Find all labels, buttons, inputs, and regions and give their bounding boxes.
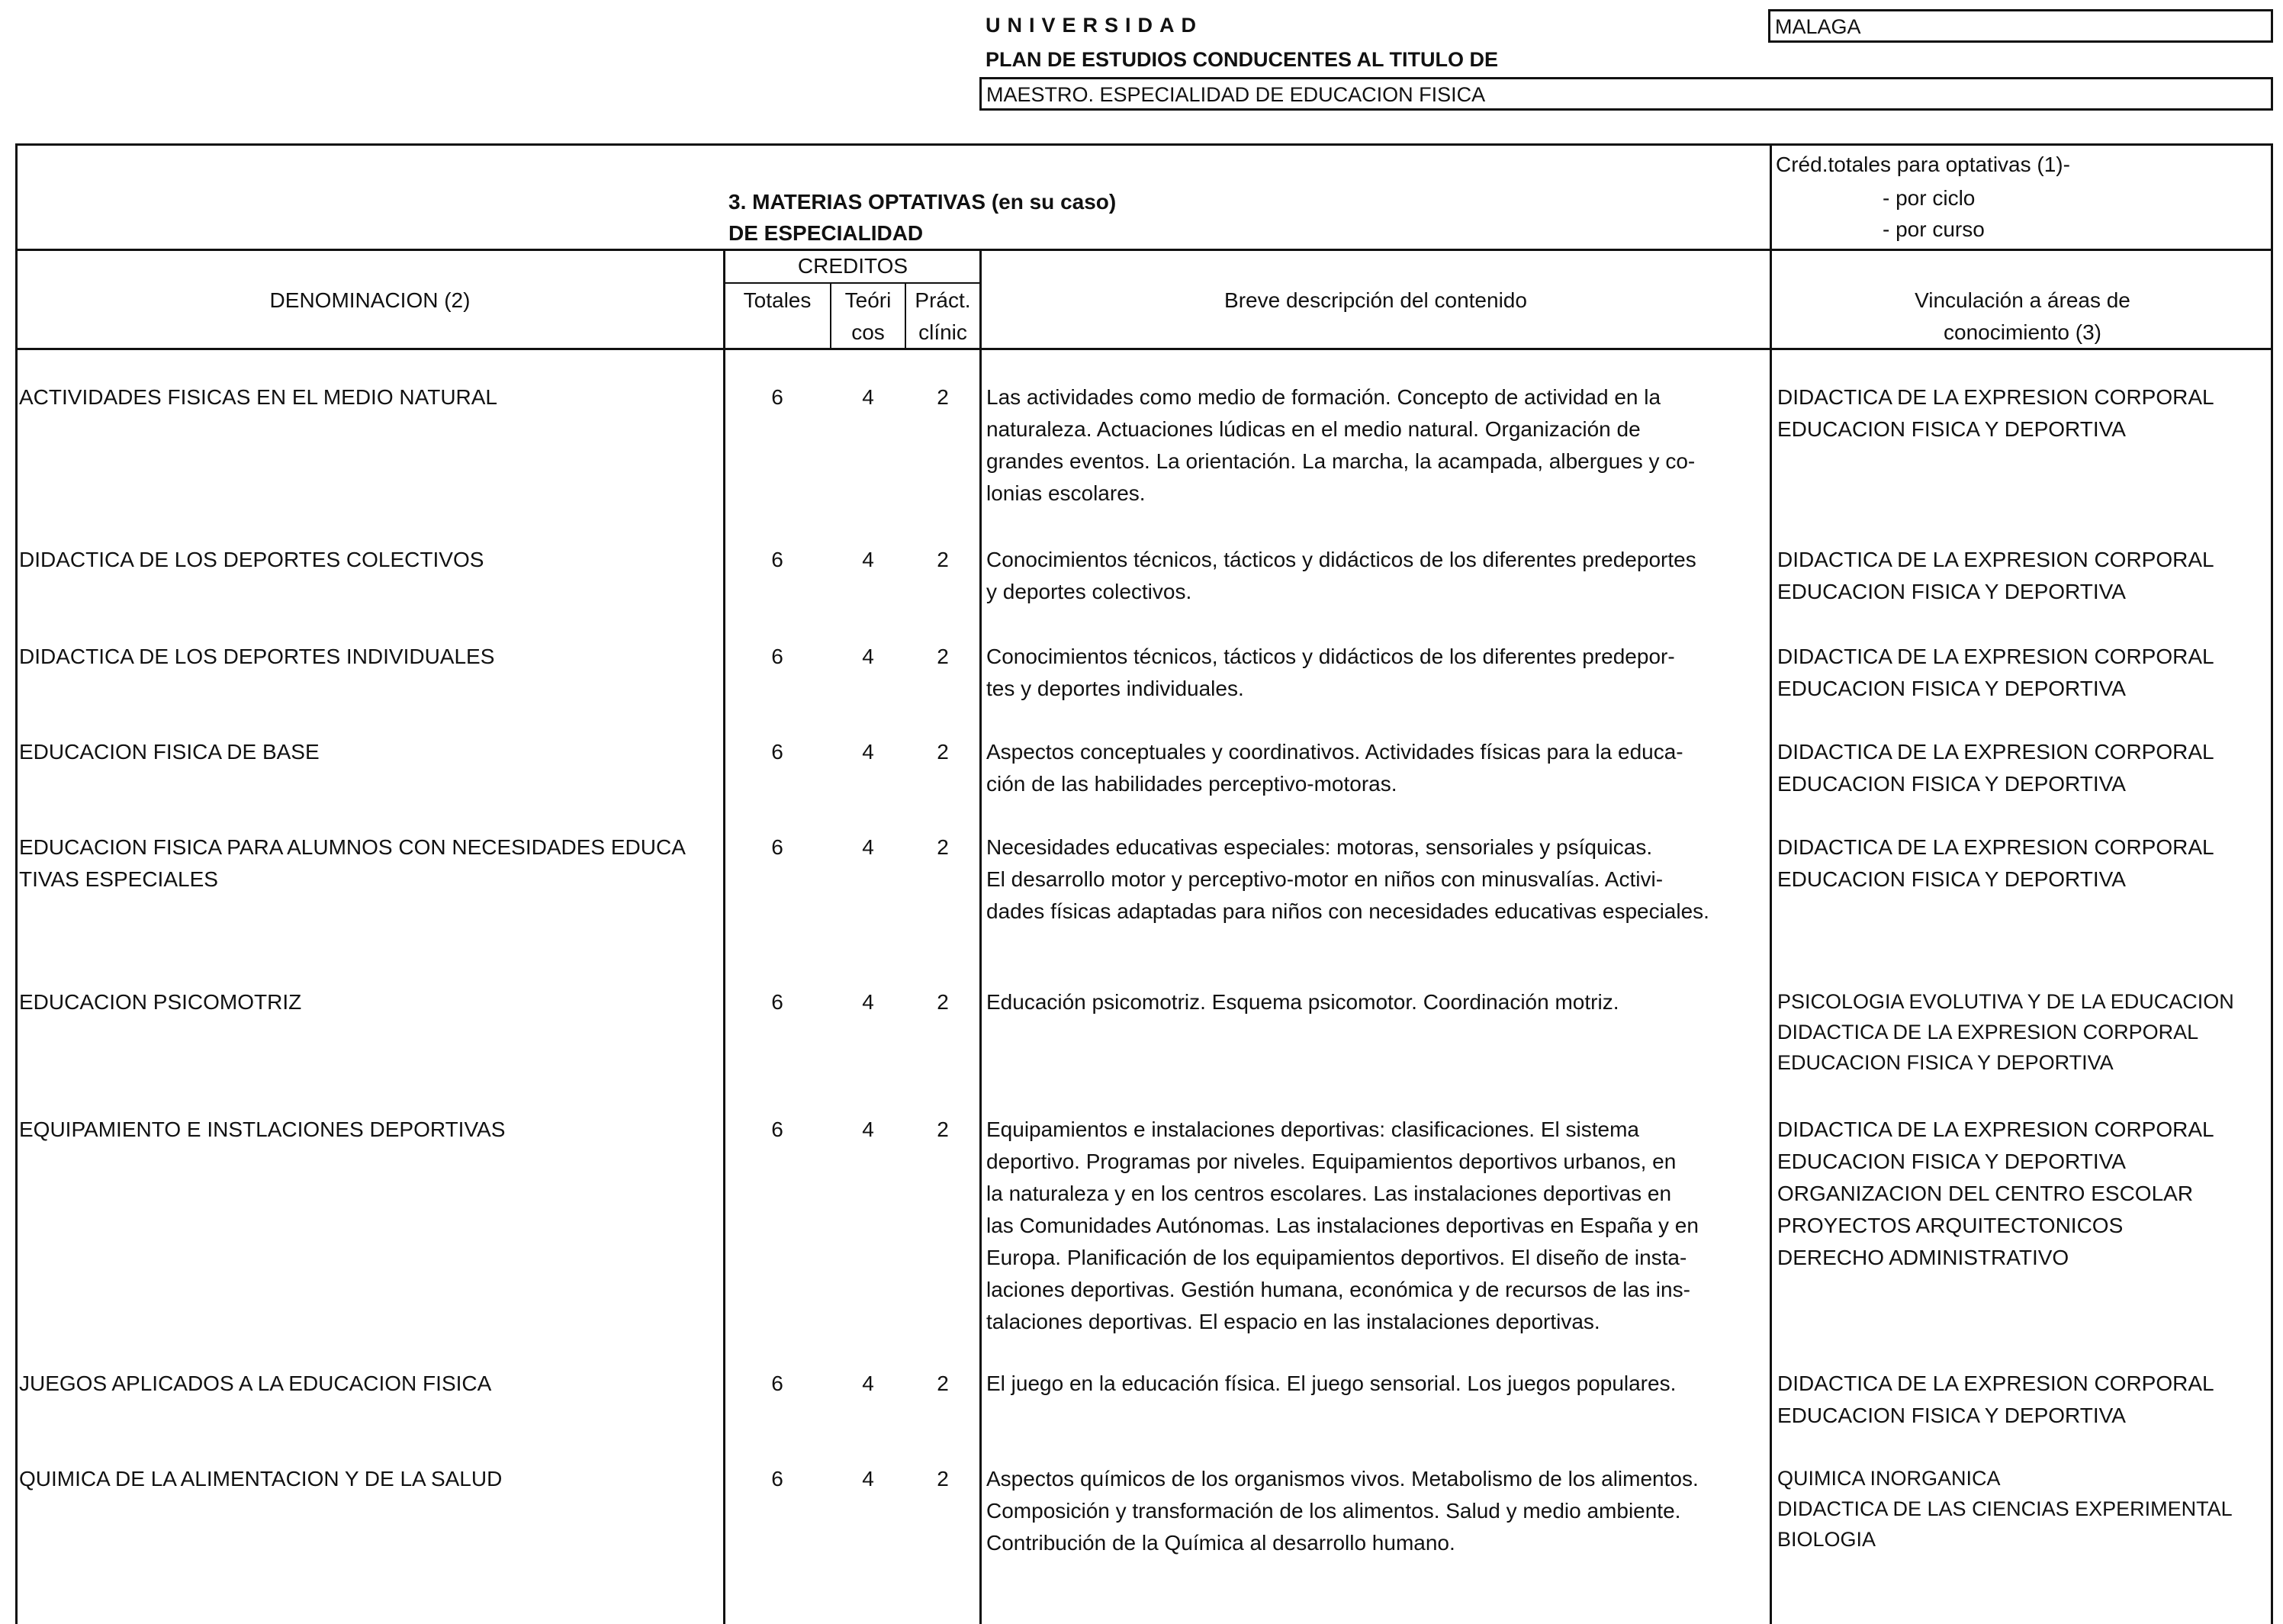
description-line: Aspectos químicos de los organismos vivos. Metabolismo de los alimentos. (986, 1467, 1699, 1491)
column-header-creditos: CREDITOS (797, 254, 908, 278)
knowledge-areas (1777, 1463, 2272, 1555)
subject-description (986, 1114, 1699, 1338)
subject-name (19, 1463, 502, 1495)
subject-name-line: QUIMICA DE LA ALIMENTACION Y DE LA SALUD (19, 1467, 503, 1491)
area-item: PROYECTOS ARQUITECTONICOS (1777, 1214, 2124, 1237)
column-header-teoricos-line1: Teóri (844, 288, 892, 312)
area-item: EDUCACION FISICA Y DEPORTIVA (1777, 772, 2126, 796)
area-item: EDUCACION FISICA Y DEPORTIVA (1777, 867, 2126, 891)
credits-teoricos: 4 (862, 1372, 874, 1395)
description-line: tes y deportes individuales. (986, 677, 1244, 700)
credits-teoricos: 4 (862, 1467, 874, 1491)
area-item: DERECHO ADMINISTRATIVO (1777, 1246, 2069, 1269)
subject-description (986, 736, 1683, 800)
description-line: y deportes colectivos. (986, 580, 1192, 603)
area-item: DIDACTICA DE LA EXPRESION CORPORAL (1777, 385, 2214, 409)
credits-practicos: 2 (937, 1467, 949, 1491)
area-item: EDUCACION FISICA Y DEPORTIVA (1777, 1150, 2126, 1173)
description-line: talaciones deportivas. El espacio en las instalaciones deportivas. (986, 1310, 1600, 1333)
subject-name-line: EDUCACION FISICA DE BASE (19, 740, 320, 764)
credits-teoricos: 4 (862, 645, 874, 668)
subject-description (986, 1463, 1699, 1559)
description-line: Aspectos conceptuales y coordinativos. Actividades físicas para la educa- (986, 740, 1683, 764)
area-item: EDUCACION FISICA Y DEPORTIVA (1777, 417, 2126, 441)
subject-name-line: EDUCACION PSICOMOTRIZ (19, 990, 302, 1014)
subject-name-line: TIVAS ESPECIALES (19, 867, 218, 891)
knowledge-areas (1777, 641, 2214, 705)
description-line: las Comunidades Autónomas. Las instalaciones deportivas en España y en (986, 1214, 1699, 1237)
column-header-vinculacion-line2: conocimiento (3) (1944, 320, 2101, 344)
area-item: DIDACTICA DE LA EXPRESION CORPORAL (1777, 645, 2214, 668)
subject-name (19, 831, 721, 896)
description-line: Necesidades educativas especiales: motoras, sensoriales y psíquicas. (986, 835, 1653, 859)
area-item: DIDACTICA DE LA EXPRESION CORPORAL (1777, 1118, 2214, 1141)
credits-practicos: 2 (937, 740, 949, 764)
description-line: naturaleza. Actuaciones lúdicas en el medio natural. Organización de (986, 417, 1641, 441)
section-title (728, 186, 1116, 249)
plan-label: PLAN DE ESTUDIOS CONDUCENTES AL TITULO DE (986, 48, 1499, 71)
description-line: El juego en la educación física. El juego sensorial. Los juegos populares. (986, 1372, 1677, 1395)
knowledge-areas (1777, 1368, 2214, 1432)
credits-practicos: 2 (937, 1372, 949, 1395)
credits-practicos: 2 (937, 835, 949, 859)
credits-totales: 6 (771, 740, 783, 764)
column-header-practicos-line2: clínic (918, 320, 967, 344)
credits-note-line3: - por curso (1883, 217, 1985, 241)
area-item: EDUCACION FISICA Y DEPORTIVA (1777, 1051, 2114, 1074)
area-item: ORGANIZACION DEL CENTRO ESCOLAR (1777, 1182, 2194, 1205)
credits-totales: 6 (771, 645, 783, 668)
credits-teoricos: 4 (862, 740, 874, 764)
area-item: DIDACTICA DE LA EXPRESION CORPORAL (1777, 1021, 2199, 1044)
subject-name (19, 736, 320, 768)
subject-name (19, 1368, 491, 1400)
universidad-label: UNIVERSIDAD (986, 14, 1204, 37)
description-line: Europa. Planificación de los equipamientos deportivos. El diseño de insta- (986, 1246, 1687, 1269)
credits-totales: 6 (771, 385, 783, 409)
column-header-practicos (906, 285, 979, 349)
credits-totales: 6 (771, 835, 783, 859)
area-item: BIOLOGIA (1777, 1528, 1876, 1551)
subject-description (986, 1368, 1676, 1400)
subject-name-line: EDUCACION FISICA PARA ALUMNOS CON NECESIDADES EDUCA (19, 835, 686, 859)
description-line: ción de las habilidades perceptivo-motoras. (986, 772, 1397, 796)
credits-teoricos: 4 (862, 385, 874, 409)
credits-practicos: 2 (937, 1118, 949, 1141)
knowledge-areas (1777, 1114, 2214, 1274)
column-header-teoricos (831, 285, 905, 349)
credits-teoricos: 4 (862, 1118, 874, 1141)
credits-totales: 6 (771, 1118, 783, 1141)
credits-practicos: 2 (937, 548, 949, 571)
description-line: deportivo. Programas por niveles. Equipamientos deportivos urbanos, en (986, 1150, 1677, 1173)
area-item: DIDACTICA DE LA EXPRESION CORPORAL (1777, 740, 2214, 764)
credits-teoricos: 4 (862, 548, 874, 571)
subject-description (986, 831, 1709, 928)
area-item: PSICOLOGIA EVOLUTIVA Y DE LA EDUCACION (1777, 990, 2234, 1013)
credits-practicos: 2 (937, 990, 949, 1014)
knowledge-areas (1777, 381, 2214, 445)
subject-name (19, 544, 484, 576)
description-line: Contribución de la Química al desarrollo humano. (986, 1531, 1455, 1555)
description-line: Educación psicomotriz. Esquema psicomotor. Coordinación motriz. (986, 990, 1619, 1014)
subject-description (986, 641, 1675, 705)
area-item: DIDACTICA DE LA EXPRESION CORPORAL (1777, 548, 2214, 571)
subject-name (19, 986, 301, 1018)
subject-description (986, 544, 1696, 608)
subject-description (986, 986, 1619, 1018)
subject-description (986, 381, 1695, 510)
credits-note-line1: Créd.totales para optativas (1)- (1776, 153, 2070, 176)
credits-teoricos: 4 (862, 835, 874, 859)
description-line: Las actividades como medio de formación. Concepto de actividad en la (986, 385, 1661, 409)
column-header-totales: Totales (743, 288, 812, 312)
section-title-line2: DE ESPECIALIDAD (728, 221, 924, 245)
column-header-practicos-line1: Práct. (915, 288, 971, 312)
column-header-descripcion: Breve descripción del contenido (1224, 288, 1527, 312)
column-header-vinculacion-line1: Vinculación a áreas de (1915, 288, 2130, 312)
description-line: la naturaleza y en los centros escolares. Las instalaciones deportivas en (986, 1182, 1672, 1205)
degree-title-field: MAESTRO. ESPECIALIDAD DE EDUCACION FISICA (979, 77, 2273, 111)
knowledge-areas (1777, 544, 2214, 608)
credits-note-line2: - por ciclo (1883, 186, 1976, 210)
knowledge-areas (1777, 831, 2214, 896)
description-line: Composición y transformación de los alimentos. Salud y medio ambiente. (986, 1499, 1681, 1523)
credits-practicos: 2 (937, 645, 949, 668)
area-item: EDUCACION FISICA Y DEPORTIVA (1777, 677, 2126, 700)
knowledge-areas (1777, 736, 2214, 800)
description-line: lonias escolares. (986, 481, 1146, 505)
credits-totales: 6 (771, 1467, 783, 1491)
description-line: Conocimientos técnicos, tácticos y didácticos de los diferentes predeportes (986, 548, 1696, 571)
subject-name-line: DIDACTICA DE LOS DEPORTES INDIVIDUALES (19, 645, 495, 668)
credits-totales: 6 (771, 548, 783, 571)
subject-name (19, 381, 497, 413)
area-item: DIDACTICA DE LAS CIENCIAS EXPERIMENTAL (1777, 1497, 2233, 1520)
area-item: DIDACTICA DE LA EXPRESION CORPORAL (1777, 1372, 2214, 1395)
area-item: QUIMICA INORGANICA (1777, 1467, 2001, 1490)
description-line: laciones deportivas. Gestión humana, económica y de recursos de las ins- (986, 1278, 1690, 1301)
credits-practicos: 2 (937, 385, 949, 409)
credits-totales: 6 (771, 990, 783, 1014)
area-item: EDUCACION FISICA Y DEPORTIVA (1777, 1404, 2126, 1427)
subject-name-line: ACTIVIDADES FISICAS EN EL MEDIO NATURAL (19, 385, 498, 409)
knowledge-areas (1777, 986, 2272, 1078)
subject-name (19, 1114, 505, 1146)
description-line: dades físicas adaptadas para niños con necesidades educativas especiales. (986, 899, 1709, 923)
description-line: Conocimientos técnicos, tácticos y didácticos de los diferentes predepor- (986, 645, 1675, 668)
description-line: Equipamientos e instalaciones deportivas: clasificaciones. El sistema (986, 1118, 1639, 1141)
credits-teoricos: 4 (862, 990, 874, 1014)
credits-totales: 6 (771, 1372, 783, 1395)
university-name-field: MALAGA (1768, 9, 2273, 43)
subject-name-line: DIDACTICA DE LOS DEPORTES COLECTIVOS (19, 548, 484, 571)
column-header-denominacion: DENOMINACION (2) (269, 288, 471, 312)
subject-name (19, 641, 494, 673)
subject-name-line: EQUIPAMIENTO E INSTLACIONES DEPORTIVAS (19, 1118, 506, 1141)
subject-name-line: JUEGOS APLICADOS A LA EDUCACION FISICA (19, 1372, 492, 1395)
column-header-teoricos-line2: cos (851, 320, 885, 344)
column-header-vinculacion (1772, 285, 2273, 349)
section-title-line1: 3. MATERIAS OPTATIVAS (en su caso) (728, 190, 1117, 214)
area-item: EDUCACION FISICA Y DEPORTIVA (1777, 580, 2126, 603)
description-line: El desarrollo motor y perceptivo-motor en niños con minusvalías. Activi- (986, 867, 1664, 891)
area-item: DIDACTICA DE LA EXPRESION CORPORAL (1777, 835, 2214, 859)
description-line: grandes eventos. La orientación. La marcha, la acampada, albergues y co- (986, 449, 1696, 473)
